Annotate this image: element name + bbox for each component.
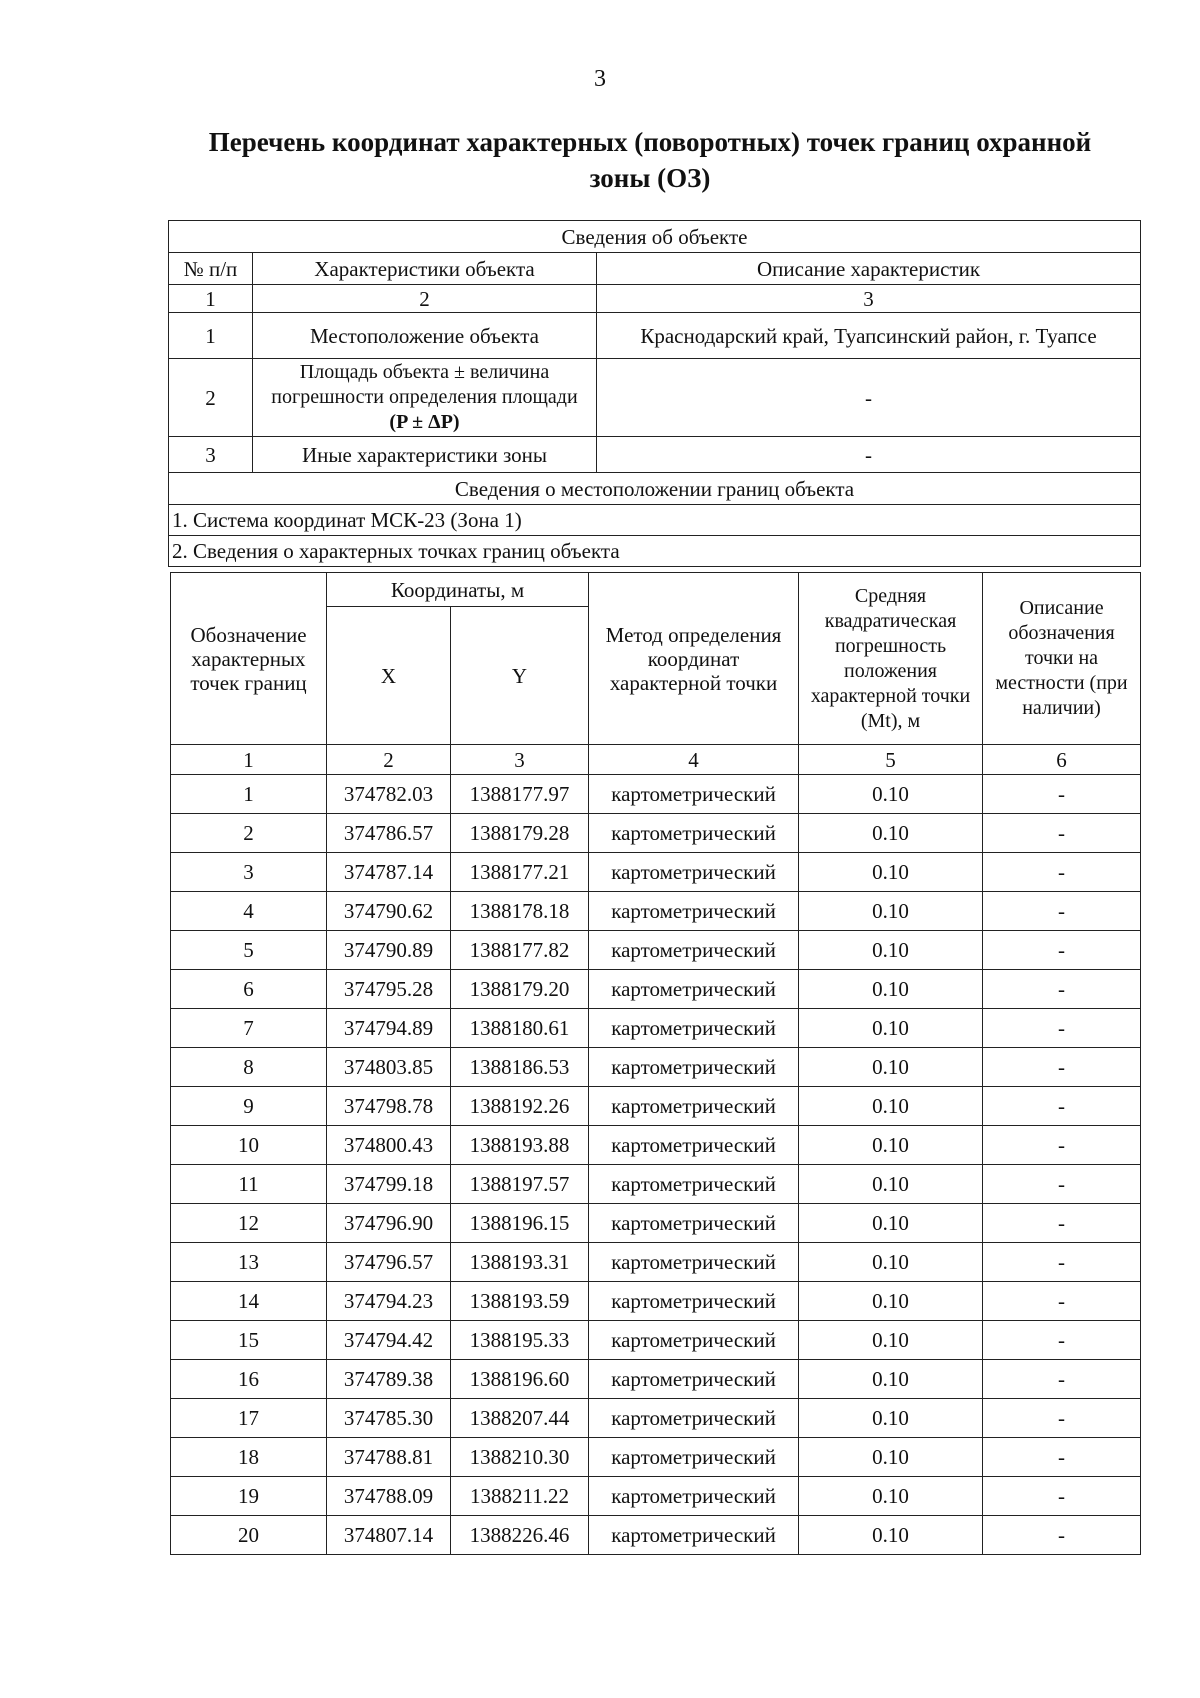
point-description: - — [983, 853, 1141, 892]
point-method: картометрический — [589, 775, 799, 814]
column-index: 5 — [799, 745, 983, 775]
point-number: 20 — [171, 1516, 327, 1555]
table-row — [171, 892, 1141, 931]
point-number: 1 — [171, 775, 327, 814]
table-row — [171, 775, 1141, 814]
point-x: 374788.09 — [327, 1477, 451, 1516]
table-row — [171, 1438, 1141, 1477]
point-error: 0.10 — [799, 1048, 983, 1087]
table-row — [171, 931, 1141, 970]
document-title-line-1: Перечень координат характерных (поворотных) точек границ охранной — [208, 127, 1092, 157]
table-row — [171, 814, 1141, 853]
point-error: 0.10 — [799, 1321, 983, 1360]
table-row — [171, 1165, 1141, 1204]
row-description: - — [597, 437, 1141, 473]
table-row — [171, 1282, 1141, 1321]
point-method: картометрический — [589, 892, 799, 931]
column-index: 4 — [589, 745, 799, 775]
point-description: - — [983, 931, 1141, 970]
point-y: 1388177.21 — [451, 853, 589, 892]
area-formula: (P ± ΔP) — [389, 411, 460, 433]
object-info-section-title: Сведения об объекте — [169, 221, 1141, 253]
table-row — [171, 1126, 1141, 1165]
row-num: 3 — [169, 437, 253, 473]
point-method: картометрический — [589, 1516, 799, 1555]
point-number: 17 — [171, 1399, 327, 1438]
point-method: картометрический — [589, 1243, 799, 1282]
point-description: - — [983, 1282, 1141, 1321]
point-method: картометрический — [589, 931, 799, 970]
table-row — [171, 853, 1141, 892]
location-section-title: Сведения о местоположении границ объекта — [169, 473, 1141, 505]
point-method: картометрический — [589, 1204, 799, 1243]
point-method: картометрический — [589, 1087, 799, 1126]
column-index: 2 — [253, 285, 597, 313]
point-error: 0.10 — [799, 814, 983, 853]
point-description: - — [983, 1087, 1141, 1126]
point-method: картометрический — [589, 1009, 799, 1048]
point-error: 0.10 — [799, 1087, 983, 1126]
header-error: Средняя квадратическая погрешность положения характерной точки (Mt), м — [799, 573, 983, 745]
point-x: 374782.03 — [327, 775, 451, 814]
point-description: - — [983, 970, 1141, 1009]
point-number: 3 — [171, 853, 327, 892]
point-number: 5 — [171, 931, 327, 970]
point-x: 374796.57 — [327, 1243, 451, 1282]
header-method: Метод определения координат характерной точки — [589, 573, 799, 745]
point-x: 374794.89 — [327, 1009, 451, 1048]
point-number: 13 — [171, 1243, 327, 1282]
point-y: 1388193.88 — [451, 1126, 589, 1165]
point-error: 0.10 — [799, 1282, 983, 1321]
point-y: 1388195.33 — [451, 1321, 589, 1360]
column-index: 6 — [983, 745, 1141, 775]
point-y: 1388226.46 — [451, 1516, 589, 1555]
point-x: 374788.81 — [327, 1438, 451, 1477]
column-index: 3 — [597, 285, 1141, 313]
coordinate-system: 1. Система координат МСК-23 (Зона 1) — [169, 505, 1141, 536]
point-method: картометрический — [589, 1399, 799, 1438]
area-label-line-2: погрешности определения площади — [271, 386, 578, 408]
point-number: 15 — [171, 1321, 327, 1360]
point-x: 374794.42 — [327, 1321, 451, 1360]
point-description: - — [983, 1360, 1141, 1399]
header-coordinates: Координаты, м — [327, 573, 589, 607]
column-index: 1 — [171, 745, 327, 775]
point-error: 0.10 — [799, 1126, 983, 1165]
point-error: 0.10 — [799, 931, 983, 970]
point-error: 0.10 — [799, 1165, 983, 1204]
point-x: 374790.62 — [327, 892, 451, 931]
point-number: 14 — [171, 1282, 327, 1321]
point-y: 1388207.44 — [451, 1399, 589, 1438]
point-x: 374803.85 — [327, 1048, 451, 1087]
points-section-title: 2. Сведения о характерных точках границ объекта — [169, 536, 1141, 567]
object-info-table — [168, 220, 1141, 567]
point-description: - — [983, 892, 1141, 931]
column-index: 2 — [327, 745, 451, 775]
point-number: 10 — [171, 1126, 327, 1165]
point-x: 374787.14 — [327, 853, 451, 892]
point-y: 1388196.15 — [451, 1204, 589, 1243]
point-x: 374795.28 — [327, 970, 451, 1009]
point-description: - — [983, 1477, 1141, 1516]
column-index: 1 — [169, 285, 253, 313]
point-y: 1388196.60 — [451, 1360, 589, 1399]
table-row — [171, 1009, 1141, 1048]
point-method: картометрический — [589, 1477, 799, 1516]
point-number: 9 — [171, 1087, 327, 1126]
area-label-line-1: Площадь объекта ± величина — [299, 361, 550, 383]
point-description: - — [983, 1243, 1141, 1282]
point-x: 374794.23 — [327, 1282, 451, 1321]
point-method: картометрический — [589, 814, 799, 853]
point-description: - — [983, 1516, 1141, 1555]
point-description: - — [983, 1438, 1141, 1477]
row-characteristic: Местоположение объекта — [253, 313, 597, 359]
point-x: 374785.30 — [327, 1399, 451, 1438]
row-description: - — [597, 359, 1141, 437]
header-characteristics: Характеристики объекта — [253, 253, 597, 285]
point-description: - — [983, 1165, 1141, 1204]
point-number: 6 — [171, 970, 327, 1009]
point-y: 1388177.97 — [451, 775, 589, 814]
point-error: 0.10 — [799, 1360, 983, 1399]
point-error: 0.10 — [799, 970, 983, 1009]
point-number: 16 — [171, 1360, 327, 1399]
point-x: 374807.14 — [327, 1516, 451, 1555]
column-index: 3 — [451, 745, 589, 775]
document-title — [160, 124, 1140, 196]
point-error: 0.10 — [799, 775, 983, 814]
point-number: 4 — [171, 892, 327, 931]
point-x: 374789.38 — [327, 1360, 451, 1399]
point-error: 0.10 — [799, 1204, 983, 1243]
header-description: Описание характеристик — [597, 253, 1141, 285]
point-x: 374799.18 — [327, 1165, 451, 1204]
table-row — [171, 1321, 1141, 1360]
table-row — [171, 1087, 1141, 1126]
point-method: картометрический — [589, 1438, 799, 1477]
point-number: 12 — [171, 1204, 327, 1243]
point-description: - — [983, 1399, 1141, 1438]
point-x: 374798.78 — [327, 1087, 451, 1126]
point-method: картометрический — [589, 1126, 799, 1165]
point-method: картометрический — [589, 1165, 799, 1204]
point-error: 0.10 — [799, 892, 983, 931]
point-y: 1388210.30 — [451, 1438, 589, 1477]
point-number: 7 — [171, 1009, 327, 1048]
point-number: 11 — [171, 1165, 327, 1204]
point-x: 374800.43 — [327, 1126, 451, 1165]
header-x: X — [327, 607, 451, 745]
point-y: 1388179.20 — [451, 970, 589, 1009]
point-method: картометрический — [589, 970, 799, 1009]
point-y: 1388180.61 — [451, 1009, 589, 1048]
document-title-line-2: зоны (ОЗ) — [589, 163, 711, 193]
table-row — [171, 1477, 1141, 1516]
point-description: - — [983, 1204, 1141, 1243]
row-num: 1 — [169, 313, 253, 359]
point-x: 374790.89 — [327, 931, 451, 970]
point-number: 19 — [171, 1477, 327, 1516]
point-method: картометрический — [589, 1360, 799, 1399]
point-method: картометрический — [589, 1321, 799, 1360]
table-row — [171, 1399, 1141, 1438]
row-characteristic: Иные характеристики зоны — [253, 437, 597, 473]
point-method: картометрический — [589, 1048, 799, 1087]
point-method: картометрический — [589, 853, 799, 892]
table-row — [171, 1516, 1141, 1555]
table-row — [171, 1360, 1141, 1399]
header-designation: Обозначение характерных точек границ — [171, 573, 327, 745]
point-y: 1388211.22 — [451, 1477, 589, 1516]
points-table — [170, 572, 1141, 1555]
table-row — [171, 1048, 1141, 1087]
point-y: 1388186.53 — [451, 1048, 589, 1087]
point-error: 0.10 — [799, 1399, 983, 1438]
point-number: 18 — [171, 1438, 327, 1477]
page-number: 3 — [594, 66, 606, 92]
point-y: 1388177.82 — [451, 931, 589, 970]
point-method: картометрический — [589, 1282, 799, 1321]
point-y: 1388197.57 — [451, 1165, 589, 1204]
point-number: 8 — [171, 1048, 327, 1087]
point-error: 0.10 — [799, 1516, 983, 1555]
point-y: 1388192.26 — [451, 1087, 589, 1126]
point-description: - — [983, 814, 1141, 853]
point-error: 0.10 — [799, 853, 983, 892]
point-x: 374786.57 — [327, 814, 451, 853]
point-x: 374796.90 — [327, 1204, 451, 1243]
point-error: 0.10 — [799, 1477, 983, 1516]
point-y: 1388179.28 — [451, 814, 589, 853]
point-description: - — [983, 1009, 1141, 1048]
point-y: 1388193.59 — [451, 1282, 589, 1321]
points-table-body — [171, 775, 1141, 1555]
point-description: - — [983, 1321, 1141, 1360]
point-y: 1388178.18 — [451, 892, 589, 931]
row-description: Краснодарский край, Туапсинский район, г. Туапсе — [597, 313, 1141, 359]
table-row — [171, 1204, 1141, 1243]
point-description: - — [983, 1126, 1141, 1165]
point-error: 0.10 — [799, 1438, 983, 1477]
point-y: 1388193.31 — [451, 1243, 589, 1282]
header-y: Y — [451, 607, 589, 745]
table-row — [171, 1243, 1141, 1282]
header-num: № п/п — [169, 253, 253, 285]
point-description: - — [983, 1048, 1141, 1087]
point-description: - — [983, 775, 1141, 814]
point-error: 0.10 — [799, 1243, 983, 1282]
row-num: 2 — [169, 359, 253, 437]
row-characteristic — [253, 359, 597, 437]
point-number: 2 — [171, 814, 327, 853]
point-error: 0.10 — [799, 1009, 983, 1048]
header-point-description: Описание обозначения точки на местности (при наличии) — [983, 573, 1141, 745]
table-row — [171, 970, 1141, 1009]
